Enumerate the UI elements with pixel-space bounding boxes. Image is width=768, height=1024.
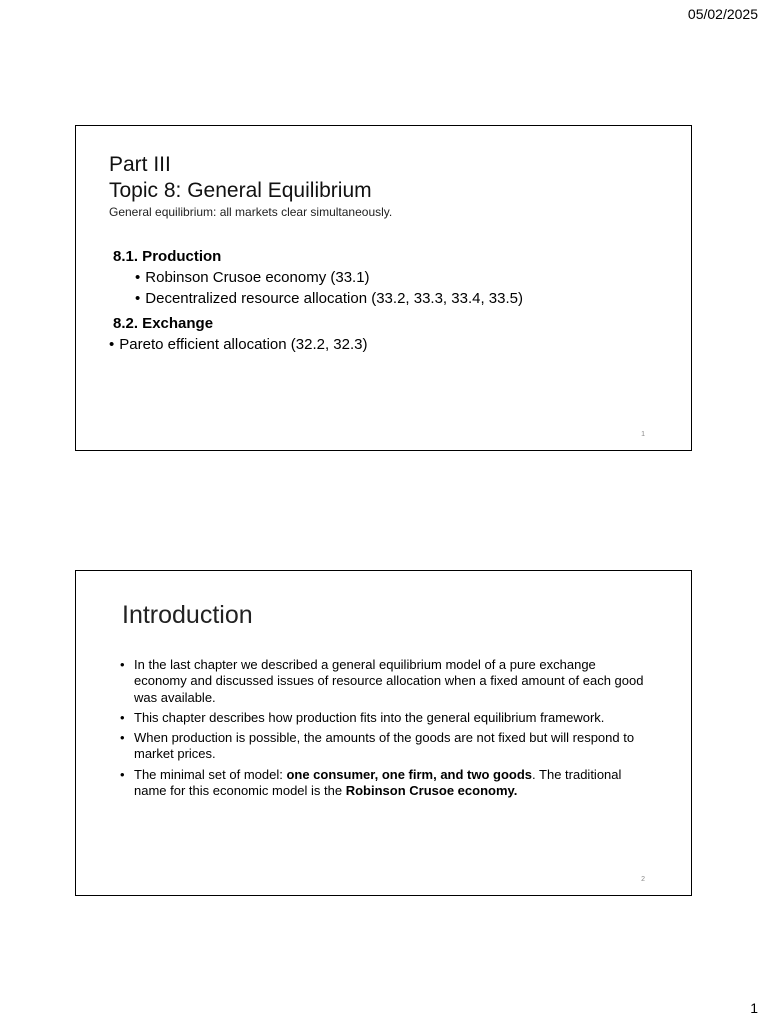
slide-2-title: Introduction (122, 601, 253, 629)
print-date: 05/02/2025 (687, 6, 758, 22)
title-line-part: Part III (109, 153, 171, 176)
list-item: • This chapter describes how production fits into the general equilibrium framework. (120, 710, 650, 726)
slide-2 (75, 570, 692, 896)
section-heading-production: 8.1. Production (113, 248, 222, 265)
bold-text: Robinson Crusoe economy. (345, 783, 518, 799)
outline-item: • Pareto efficient allocation (32.2, 32.3) (109, 334, 523, 355)
outline-item: • Decentralized resource allocation (33.2, 33.3, 33.4, 33.5) (113, 288, 523, 309)
outline-item: • Robinson Crusoe economy (33.1) (113, 267, 523, 288)
slide-1-outline (113, 246, 523, 355)
page-number: 1 (750, 1000, 758, 1016)
slide-2-bullets (120, 657, 650, 803)
title-line-topic: Topic 8: General Equilibrium (109, 179, 372, 202)
list-item: • When production is possible, the amounts of the goods are not fixed but will respond to market prices. (120, 730, 650, 763)
bold-text: one consumer, one firm, and two goods (286, 766, 533, 782)
bullet-text: The minimal set of model: (134, 766, 287, 782)
list-item (120, 767, 650, 800)
list-item: • In the last chapter we described a general equilibrium model of a pure exchange economy and discussed issues of resource allocation when a fixed amount of each good was available. (120, 657, 650, 706)
slide-1-title (109, 152, 372, 204)
slide-1 (75, 125, 692, 451)
slide-number: 2 (641, 876, 645, 883)
slide-1-subtitle: General equilibrium: all markets clear simultaneously. (109, 205, 393, 219)
section-heading-exchange: 8.2. Exchange (113, 315, 214, 332)
bullet-text: . The traditional name for this economic model is the (134, 766, 622, 799)
slide-number: 1 (641, 431, 645, 438)
